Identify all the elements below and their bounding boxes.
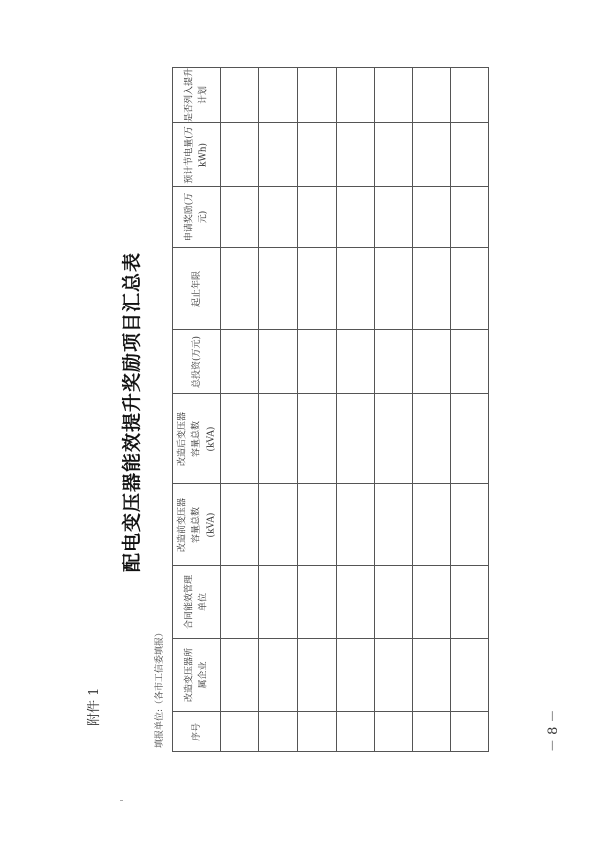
table-cell xyxy=(451,639,489,712)
table-cell xyxy=(298,123,337,187)
table-cell xyxy=(298,484,337,566)
table-cell xyxy=(221,248,259,330)
table-cell xyxy=(413,394,451,484)
table-cell xyxy=(337,123,375,187)
table-cell xyxy=(337,566,375,639)
table-cell xyxy=(337,639,375,712)
column-header-capacity-before: 改造前变压器容量总数(kVA) xyxy=(173,484,221,566)
table-cell xyxy=(259,330,298,394)
table-cell xyxy=(375,484,413,566)
table-cell xyxy=(413,330,451,394)
table-cell xyxy=(298,68,337,123)
table-cell xyxy=(221,394,259,484)
column-header-energy-contract-unit: 合同能效管理单位 xyxy=(173,566,221,639)
attachment-label: 附件 1 xyxy=(87,687,102,726)
column-header-capacity-after: 改造后变压器容量总数(kVA) xyxy=(173,394,221,484)
document-title: 配电变压器能效提升奖励项目汇总表 xyxy=(121,251,143,572)
table-cell xyxy=(451,248,489,330)
table-cell xyxy=(451,394,489,484)
table-cell xyxy=(259,394,298,484)
table-cell xyxy=(298,330,337,394)
page-number: － 8 － xyxy=(546,709,561,752)
table-cell xyxy=(221,330,259,394)
table-cell xyxy=(259,123,298,187)
table-cell xyxy=(298,712,337,752)
table-cell xyxy=(413,566,451,639)
table-cell xyxy=(413,68,451,123)
table-cell xyxy=(298,639,337,712)
table-cell xyxy=(298,566,337,639)
summary-table xyxy=(172,67,489,752)
table-cell xyxy=(375,248,413,330)
table-cell xyxy=(221,484,259,566)
table-cell xyxy=(259,484,298,566)
table-cell xyxy=(413,123,451,187)
table-cell xyxy=(337,330,375,394)
table-cell xyxy=(337,712,375,752)
table-cell xyxy=(337,394,375,484)
table-cell xyxy=(375,639,413,712)
table-cell xyxy=(298,394,337,484)
table-cell xyxy=(375,68,413,123)
table-cell xyxy=(451,566,489,639)
table-cell xyxy=(259,639,298,712)
table-cell xyxy=(375,394,413,484)
table-cell xyxy=(221,68,259,123)
table-cell xyxy=(259,566,298,639)
table-cell xyxy=(298,187,337,248)
table-cell xyxy=(413,248,451,330)
table-cell xyxy=(337,187,375,248)
table-cell xyxy=(221,566,259,639)
table-cell xyxy=(259,68,298,123)
column-header-applied-reward: 申请奖励(万元) xyxy=(173,187,221,248)
table-cell xyxy=(337,248,375,330)
table-cell xyxy=(221,639,259,712)
table-cell xyxy=(451,330,489,394)
table-cell xyxy=(221,187,259,248)
column-header-serial-number: 序号 xyxy=(173,712,221,752)
table-cell xyxy=(375,330,413,394)
table-cell xyxy=(375,712,413,752)
table-cell xyxy=(259,248,298,330)
table-cell xyxy=(375,566,413,639)
column-header-expected-savings: 预计节电量(万kWh) xyxy=(173,123,221,187)
table-cell xyxy=(413,484,451,566)
table-cell xyxy=(413,187,451,248)
table-cell xyxy=(221,123,259,187)
table-cell xyxy=(451,68,489,123)
table-cell xyxy=(375,123,413,187)
table-cell xyxy=(451,187,489,248)
scan-mark xyxy=(120,800,123,801)
table-cell xyxy=(451,123,489,187)
column-header-total-investment: 总投资(万元) xyxy=(173,330,221,394)
table-cell xyxy=(375,187,413,248)
table-cell xyxy=(337,68,375,123)
table-cell xyxy=(259,187,298,248)
table-cell xyxy=(337,484,375,566)
table-cell xyxy=(413,639,451,712)
column-header-period: 起止年限 xyxy=(173,248,221,330)
table-cell xyxy=(298,248,337,330)
table-cell xyxy=(451,484,489,566)
table-cell xyxy=(451,712,489,752)
table-cell xyxy=(413,712,451,752)
column-header-recommend-plan: 是否列入提升计划 xyxy=(173,68,221,123)
column-header-transformer-owner: 改造变压器所属企业 xyxy=(173,639,221,712)
table-cell xyxy=(221,712,259,752)
table-cell xyxy=(259,712,298,752)
filler-unit-note: 填报单位:（各市工信委填报） xyxy=(155,627,165,748)
